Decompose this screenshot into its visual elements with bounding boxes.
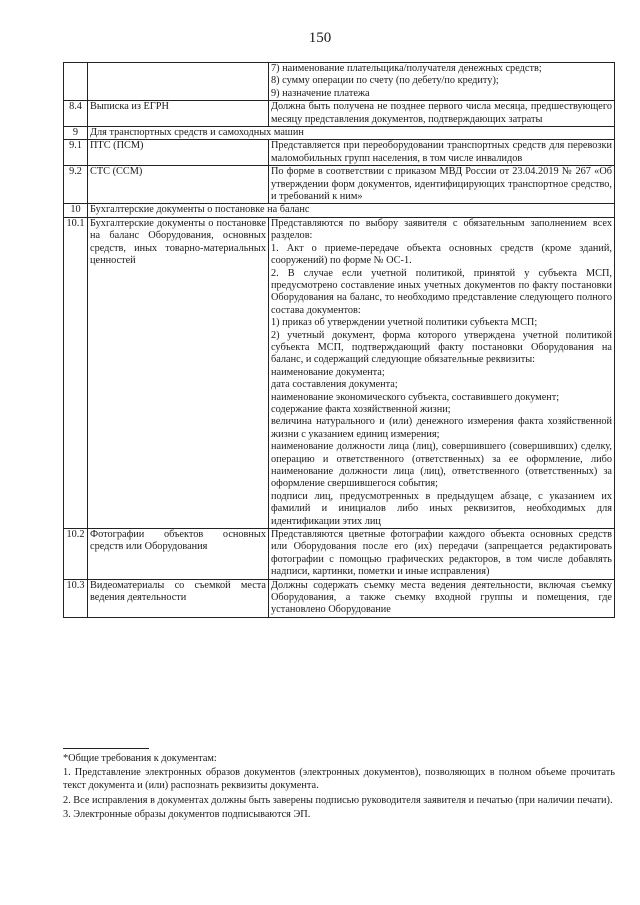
paragraph: наименование должности лица (лиц), совершившего (совершивших) сделку, операцию и ответственного (ответственных) за ее оформление, либо наименование должности лица (лиц), ответственного (ответственных) за оформление свершившегося события; xyxy=(271,441,612,490)
table-row-10-2 xyxy=(64,529,615,580)
footnotes xyxy=(63,752,615,822)
list-item: 8) сумму операции по счету (по дебету/по кредиту); xyxy=(271,75,499,87)
list-item: 9) назначение платежа xyxy=(271,87,370,99)
paragraph: Представляются по выбору заявителя с обязательным заполнением всех разделов: xyxy=(271,217,612,242)
row-description: Представляются цветные фотографии каждого объекта основных средств или Оборудования после его (их) передачи (запрещается редактировать фотографии с помощью графических редакторов, в том числе добавлять надписи, картинки, пометки и иные исправления) xyxy=(269,529,615,580)
row-number: 8.4 xyxy=(64,101,88,127)
row-name: СТС (ССМ) xyxy=(88,166,269,204)
footnote-divider xyxy=(63,748,149,749)
paragraph: величина натурального и (или) денежного измерения факта хозяйственной жизни с указанием единиц измерения; xyxy=(271,416,612,440)
table-row-9-1 xyxy=(64,140,615,166)
table-row-10-1 xyxy=(64,217,615,528)
footnote-title: *Общие требования к документам: xyxy=(63,753,217,764)
paragraph: 1) приказ об утверждении учетной политики субъекта МСП; xyxy=(271,317,538,329)
paragraph: дата составления документа; xyxy=(271,379,398,391)
row-name: Фотографии объектов основных средств или Оборудования xyxy=(88,529,269,580)
paragraph: 1. Акт о приеме-передаче объекта основных средств (кроме зданий, сооружений) по форме № ОС-1. xyxy=(271,242,612,267)
table-row-10-header xyxy=(64,204,615,217)
row-name: ПТС (ПСМ) xyxy=(88,140,269,166)
table-row-8-4 xyxy=(64,101,615,127)
table-row-9-header xyxy=(64,127,615,140)
row-name: Выписка из ЕГРН xyxy=(88,101,269,127)
row-description: Должна быть получена не позднее первого числа месяца, предшествующего месяцу представления документов, подтверждающих затраты xyxy=(269,101,615,127)
paragraph: наименование экономического субъекта, составившего документ; xyxy=(271,391,560,403)
row-name xyxy=(88,63,269,101)
paragraph: 2. В случае если учетной политикой, принятой у субъекта МСП, предусмотрено составление иных учетных документов по факту постановки Оборудования на баланс, то необходимо представление следующего полного состава документов: xyxy=(271,267,612,316)
row-name: Видеоматериалы со съемкой места ведения деятельности xyxy=(88,579,269,617)
row-number xyxy=(64,63,88,101)
list-item: 7) наименование плательщика/получателя денежных средств; xyxy=(271,63,542,74)
footnote-item: 1. Представление электронных образов документов (электронных документов), позволяющих в полном объеме прочитать текст документа и (или) распознать реквизиты документа. xyxy=(63,767,615,792)
page-number: 150 xyxy=(308,30,332,46)
section-header: Бухгалтерские документы о постановке на баланс xyxy=(88,204,615,217)
row-number: 9 xyxy=(64,127,88,140)
paragraph: содержание факта хозяйственной жизни; xyxy=(271,403,451,415)
paragraph: подписи лиц, предусмотренных в предыдущем абзаце, с указанием их фамилий и инициалов либо иных реквизитов, необходимых для идентификации этих лиц xyxy=(271,490,612,527)
row-description: Должны содержать съемку места ведения деятельности, включая съемку Оборудования, а также съемку входной группы и помещения, где установлено Оборудование xyxy=(269,579,615,617)
paragraph: наименование документа; xyxy=(271,366,385,378)
table-row-10-3 xyxy=(64,579,615,617)
footnote-item: 3. Электронные образы документов подписываются ЭП. xyxy=(63,808,311,820)
table-row-continuation xyxy=(64,63,615,101)
row-number: 10.1 xyxy=(64,217,88,528)
row-number: 10.3 xyxy=(64,579,88,617)
requirements-table xyxy=(63,62,615,618)
table-row-9-2 xyxy=(64,166,615,204)
row-description xyxy=(269,63,615,101)
row-number: 9.2 xyxy=(64,166,88,204)
row-number: 10.2 xyxy=(64,529,88,580)
row-number: 10 xyxy=(64,204,88,217)
footnote-item: 2. Все исправления в документах должны быть заверены подписью руководителя заявителя и печатью (при наличии печати). xyxy=(63,794,613,806)
row-description: По форме в соответствии с приказом МВД России от 23.04.2019 № 267 «Об утверждении форм документов, идентифицирующих транспортное средство, и требований к ним» xyxy=(269,166,615,204)
row-name: Бухгалтерские документы о постановке на баланс Оборудования, основных средств, иных товарно-материальных ценностей xyxy=(88,217,269,528)
paragraph: 2) учетный документ, форма которого утверждена учетной политикой субъекта МСП, подтверждающий факту постановки Оборудования на баланс, и содержащий следующие обязательные реквизиты: xyxy=(271,329,612,366)
section-header: Для транспортных средств и самоходных машин xyxy=(88,127,615,140)
row-description xyxy=(269,217,615,528)
row-description: Представляется при переоборудовании транспортных средств для перевозки маломобильных групп населения, в том числе инвалидов xyxy=(269,140,615,166)
row-number: 9.1 xyxy=(64,140,88,166)
